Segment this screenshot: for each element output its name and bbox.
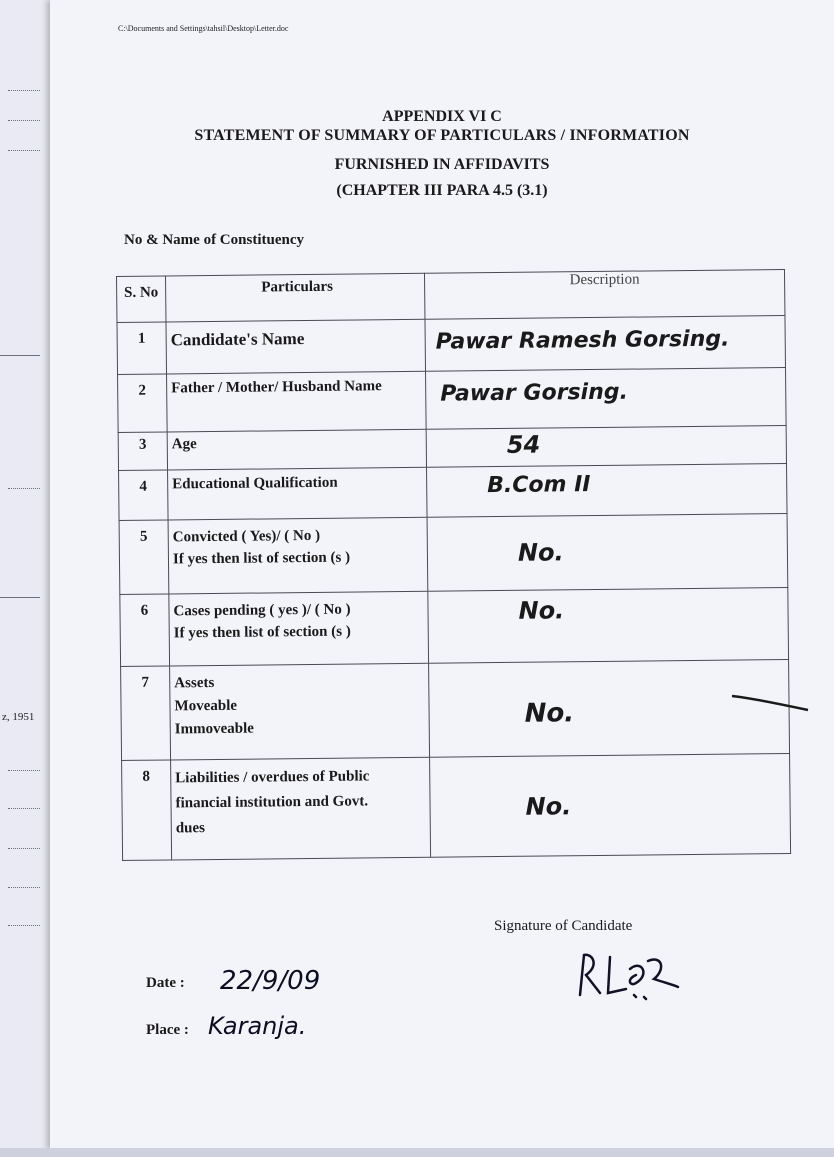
signature-label: Signature of Candidate <box>494 918 633 934</box>
row-number: 4 <box>119 470 169 521</box>
dotted-line <box>8 925 40 926</box>
dotted-line <box>8 120 40 121</box>
row-number: 2 <box>118 374 168 433</box>
row-number: 3 <box>118 432 167 471</box>
row-number: 6 <box>120 594 170 667</box>
rule-line <box>0 355 40 356</box>
parent-name-label: Father / Mother/ Husband Name <box>167 371 427 432</box>
age-label: Age <box>167 429 426 470</box>
place-label: Place : <box>146 1022 189 1038</box>
date-value: 22/9/09 <box>220 966 321 996</box>
dotted-line <box>8 150 40 151</box>
convicted-label: Convicted ( Yes)/ ( No ) If yes then list of section (s ) <box>168 517 428 594</box>
dotted-line <box>8 887 40 888</box>
page-bottom-edge <box>0 1148 834 1157</box>
row-number: 5 <box>119 520 169 595</box>
assets-label: Assets Moveable Immoveable <box>170 663 430 760</box>
dotted-line <box>8 848 40 849</box>
dotted-line <box>8 770 40 771</box>
cases-pending-label: Cases pending ( yes )/ ( No ) If yes then list of section (s ) <box>169 591 429 666</box>
file-path: C:\Documents and Settings\tahsil\Desktop\Letter.doc <box>118 24 289 33</box>
education-value: B.Com II <box>427 463 788 517</box>
education-label: Educational Qualification <box>168 467 428 520</box>
dotted-line <box>8 90 40 91</box>
rule-line <box>0 597 40 598</box>
liabilities-value: No. <box>430 753 791 857</box>
candidate-name-value: Pawar Ramesh Gorsing. <box>425 315 786 371</box>
parent-name-value: Pawar Gorsing. <box>426 367 787 429</box>
affidavit-page <box>50 0 834 1150</box>
table-row <box>117 315 786 374</box>
table-row <box>122 753 791 860</box>
chapter-reference: (CHAPTER III PARA 4.5 (3.1) <box>336 182 548 199</box>
row-number: 1 <box>117 322 167 375</box>
age-value: 54 <box>426 425 786 467</box>
table-row <box>121 659 790 760</box>
liabilities-label: Liabilities / overdues of Public financial institution and Govt. dues <box>171 757 431 860</box>
constituency-label: No & Name of Constituency <box>124 232 304 248</box>
appendix-title: APPENDIX VI C <box>382 108 502 125</box>
candidate-name-label: Candidate's Name <box>166 319 426 374</box>
table-row <box>119 463 787 520</box>
description-header: Description <box>424 269 784 319</box>
pen-stroke-mark <box>730 688 810 718</box>
table-row <box>120 587 789 666</box>
cases-pending-value: No. <box>428 587 789 663</box>
dotted-line <box>8 488 40 489</box>
sno-header: S. No <box>117 276 166 323</box>
statement-subtitle: FURNISHED IN AFFIDAVITS <box>334 156 550 173</box>
candidate-signature <box>570 945 680 1005</box>
dotted-line <box>8 808 40 809</box>
particulars-table <box>116 269 791 861</box>
assets-value: No. <box>429 659 790 757</box>
place-value: Karanja. <box>208 1012 307 1040</box>
table-row <box>119 513 788 594</box>
convicted-value: No. <box>427 513 788 591</box>
table-header-row <box>117 269 785 322</box>
particulars-header: Particulars <box>166 273 425 322</box>
row-number: 8 <box>122 760 172 861</box>
table-row <box>118 367 787 432</box>
left-page-fragment: z, 1951 <box>2 711 35 723</box>
row-number: 7 <box>121 666 171 761</box>
statement-title: STATEMENT OF SUMMARY OF PARTICULARS / INFORMATION <box>194 127 690 144</box>
date-label: Date : <box>146 975 185 991</box>
